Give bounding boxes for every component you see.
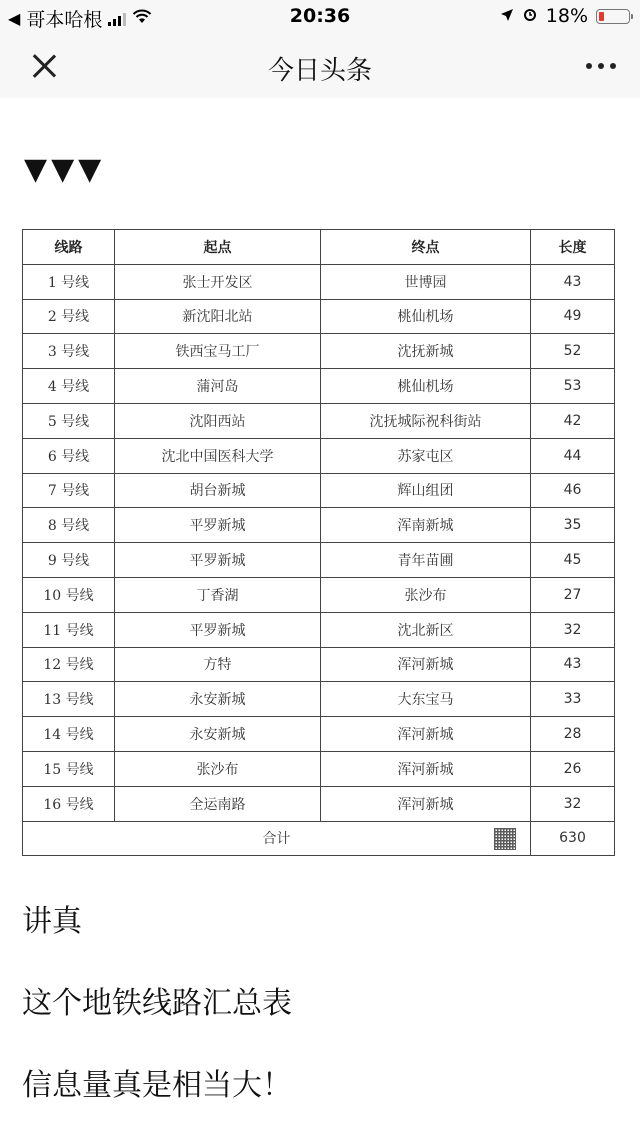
- table-row: [23, 369, 615, 404]
- cell-line: 4 号线: [23, 369, 115, 404]
- cell-start: 永安新城: [115, 717, 321, 752]
- back-arrow-icon: ◀: [8, 9, 21, 28]
- page-title: 今日头条: [267, 56, 372, 86]
- header-length: 长度: [531, 230, 615, 265]
- header-line: 线路: [23, 230, 115, 265]
- cell-end: 张沙布: [321, 577, 531, 612]
- alarm-icon: [522, 5, 538, 27]
- cell-start: 张士开发区: [115, 264, 321, 299]
- cell-line: 8 号线: [23, 508, 115, 543]
- cell-start: 胡台新城: [115, 473, 321, 508]
- table-row: [23, 612, 615, 647]
- cell-start: 永安新城: [115, 682, 321, 717]
- cell-line: 12 号线: [23, 647, 115, 682]
- cell-length: 53: [531, 369, 615, 404]
- table-row: [23, 647, 615, 682]
- cell-end: 浑河新城: [321, 717, 531, 752]
- cell-start: 方特: [115, 647, 321, 682]
- cell-end: 浑南新城: [321, 508, 531, 543]
- cell-line: 13 号线: [23, 682, 115, 717]
- cell-end: 沈北新区: [321, 612, 531, 647]
- cell-length: 46: [531, 473, 615, 508]
- paragraph-2: 这个地铁线路汇总表: [22, 986, 292, 1021]
- cell-length: 26: [531, 751, 615, 786]
- paragraph-3: 信息量真是相当大！: [22, 1068, 292, 1103]
- metro-lines-table: [22, 229, 614, 856]
- table-row: [23, 473, 615, 508]
- cell-start: 平罗新城: [115, 612, 321, 647]
- table-row: [23, 682, 615, 717]
- table-row: [23, 786, 615, 821]
- nav-bar: [0, 34, 640, 98]
- cell-start: 铁西宝马工厂: [115, 334, 321, 369]
- cell-line: 11 号线: [23, 612, 115, 647]
- table-header-row: [23, 230, 615, 265]
- qr-code-icon: [494, 828, 516, 850]
- cell-line: 2 号线: [23, 299, 115, 334]
- cell-end: 青年苗圃: [321, 543, 531, 578]
- table-row: [23, 717, 615, 752]
- cell-line: 10 号线: [23, 577, 115, 612]
- back-app-label: 哥本哈根: [26, 9, 103, 31]
- cell-length: 27: [531, 577, 615, 612]
- table-row: [23, 438, 615, 473]
- battery-percent: 18%: [545, 5, 588, 27]
- cell-length: 43: [531, 264, 615, 299]
- table-row: [23, 334, 615, 369]
- cell-start: 平罗新城: [115, 543, 321, 578]
- cell-end: 世博园: [321, 264, 531, 299]
- location-arrow-icon: [500, 5, 514, 27]
- cell-end: 辉山组团: [321, 473, 531, 508]
- decoration-triangles: ▼▼▼: [24, 152, 106, 187]
- cell-start: 全运南路: [115, 786, 321, 821]
- table-row: [23, 403, 615, 438]
- header-start: 起点: [115, 230, 321, 265]
- more-options-button[interactable]: [586, 63, 616, 69]
- header-end: 终点: [321, 230, 531, 265]
- total-label: 合计: [262, 831, 291, 848]
- table-row: [23, 543, 615, 578]
- cell-end: 大东宝马: [321, 682, 531, 717]
- cell-start: 蒲河岛: [115, 369, 321, 404]
- cell-line: 5 号线: [23, 403, 115, 438]
- cell-end: 浑河新城: [321, 786, 531, 821]
- cell-start: 丁香湖: [115, 577, 321, 612]
- cell-length: 32: [531, 612, 615, 647]
- cell-end: 桃仙机场: [321, 369, 531, 404]
- cell-line: 6 号线: [23, 438, 115, 473]
- table-row: [23, 264, 615, 299]
- cell-length: 28: [531, 717, 615, 752]
- cell-line: 7 号线: [23, 473, 115, 508]
- cell-end: 桃仙机场: [321, 299, 531, 334]
- table-total-row: [23, 821, 615, 856]
- cell-line: 3 号线: [23, 334, 115, 369]
- clock: 20:36: [289, 5, 351, 27]
- cell-start: 张沙布: [115, 751, 321, 786]
- status-bar: [0, 0, 640, 34]
- total-value: 630: [531, 821, 615, 856]
- cell-length: 52: [531, 334, 615, 369]
- total-label-cell: [23, 821, 531, 856]
- cell-length: 42: [531, 403, 615, 438]
- cell-end: 浑河新城: [321, 647, 531, 682]
- cell-start: 平罗新城: [115, 508, 321, 543]
- cell-end: 苏家屯区: [321, 438, 531, 473]
- battery-icon: [596, 9, 630, 24]
- cell-end: 浑河新城: [321, 751, 531, 786]
- cell-length: 35: [531, 508, 615, 543]
- cell-line: 9 号线: [23, 543, 115, 578]
- cell-length: 49: [531, 299, 615, 334]
- cut-off-text: [22, 98, 33, 115]
- cell-start: 沈阳西站: [115, 403, 321, 438]
- cell-length: 44: [531, 438, 615, 473]
- article-content[interactable]: [0, 98, 640, 1138]
- cell-line: 14 号线: [23, 717, 115, 752]
- table-row: [23, 577, 615, 612]
- paragraph-1: 讲真: [22, 904, 82, 939]
- cell-line: 1 号线: [23, 264, 115, 299]
- cell-length: 32: [531, 786, 615, 821]
- cell-start: 新沈阳北站: [115, 299, 321, 334]
- cell-length: 33: [531, 682, 615, 717]
- cell-start: 沈北中国医科大学: [115, 438, 321, 473]
- table-row: [23, 299, 615, 334]
- cell-end: 沈抚城际祝科街站: [321, 403, 531, 438]
- cell-length: 45: [531, 543, 615, 578]
- cell-line: 15 号线: [23, 751, 115, 786]
- cell-end: 沈抚新城: [321, 334, 531, 369]
- table-row: [23, 508, 615, 543]
- cell-length: 43: [531, 647, 615, 682]
- table-row: [23, 751, 615, 786]
- cell-line: 16 号线: [23, 786, 115, 821]
